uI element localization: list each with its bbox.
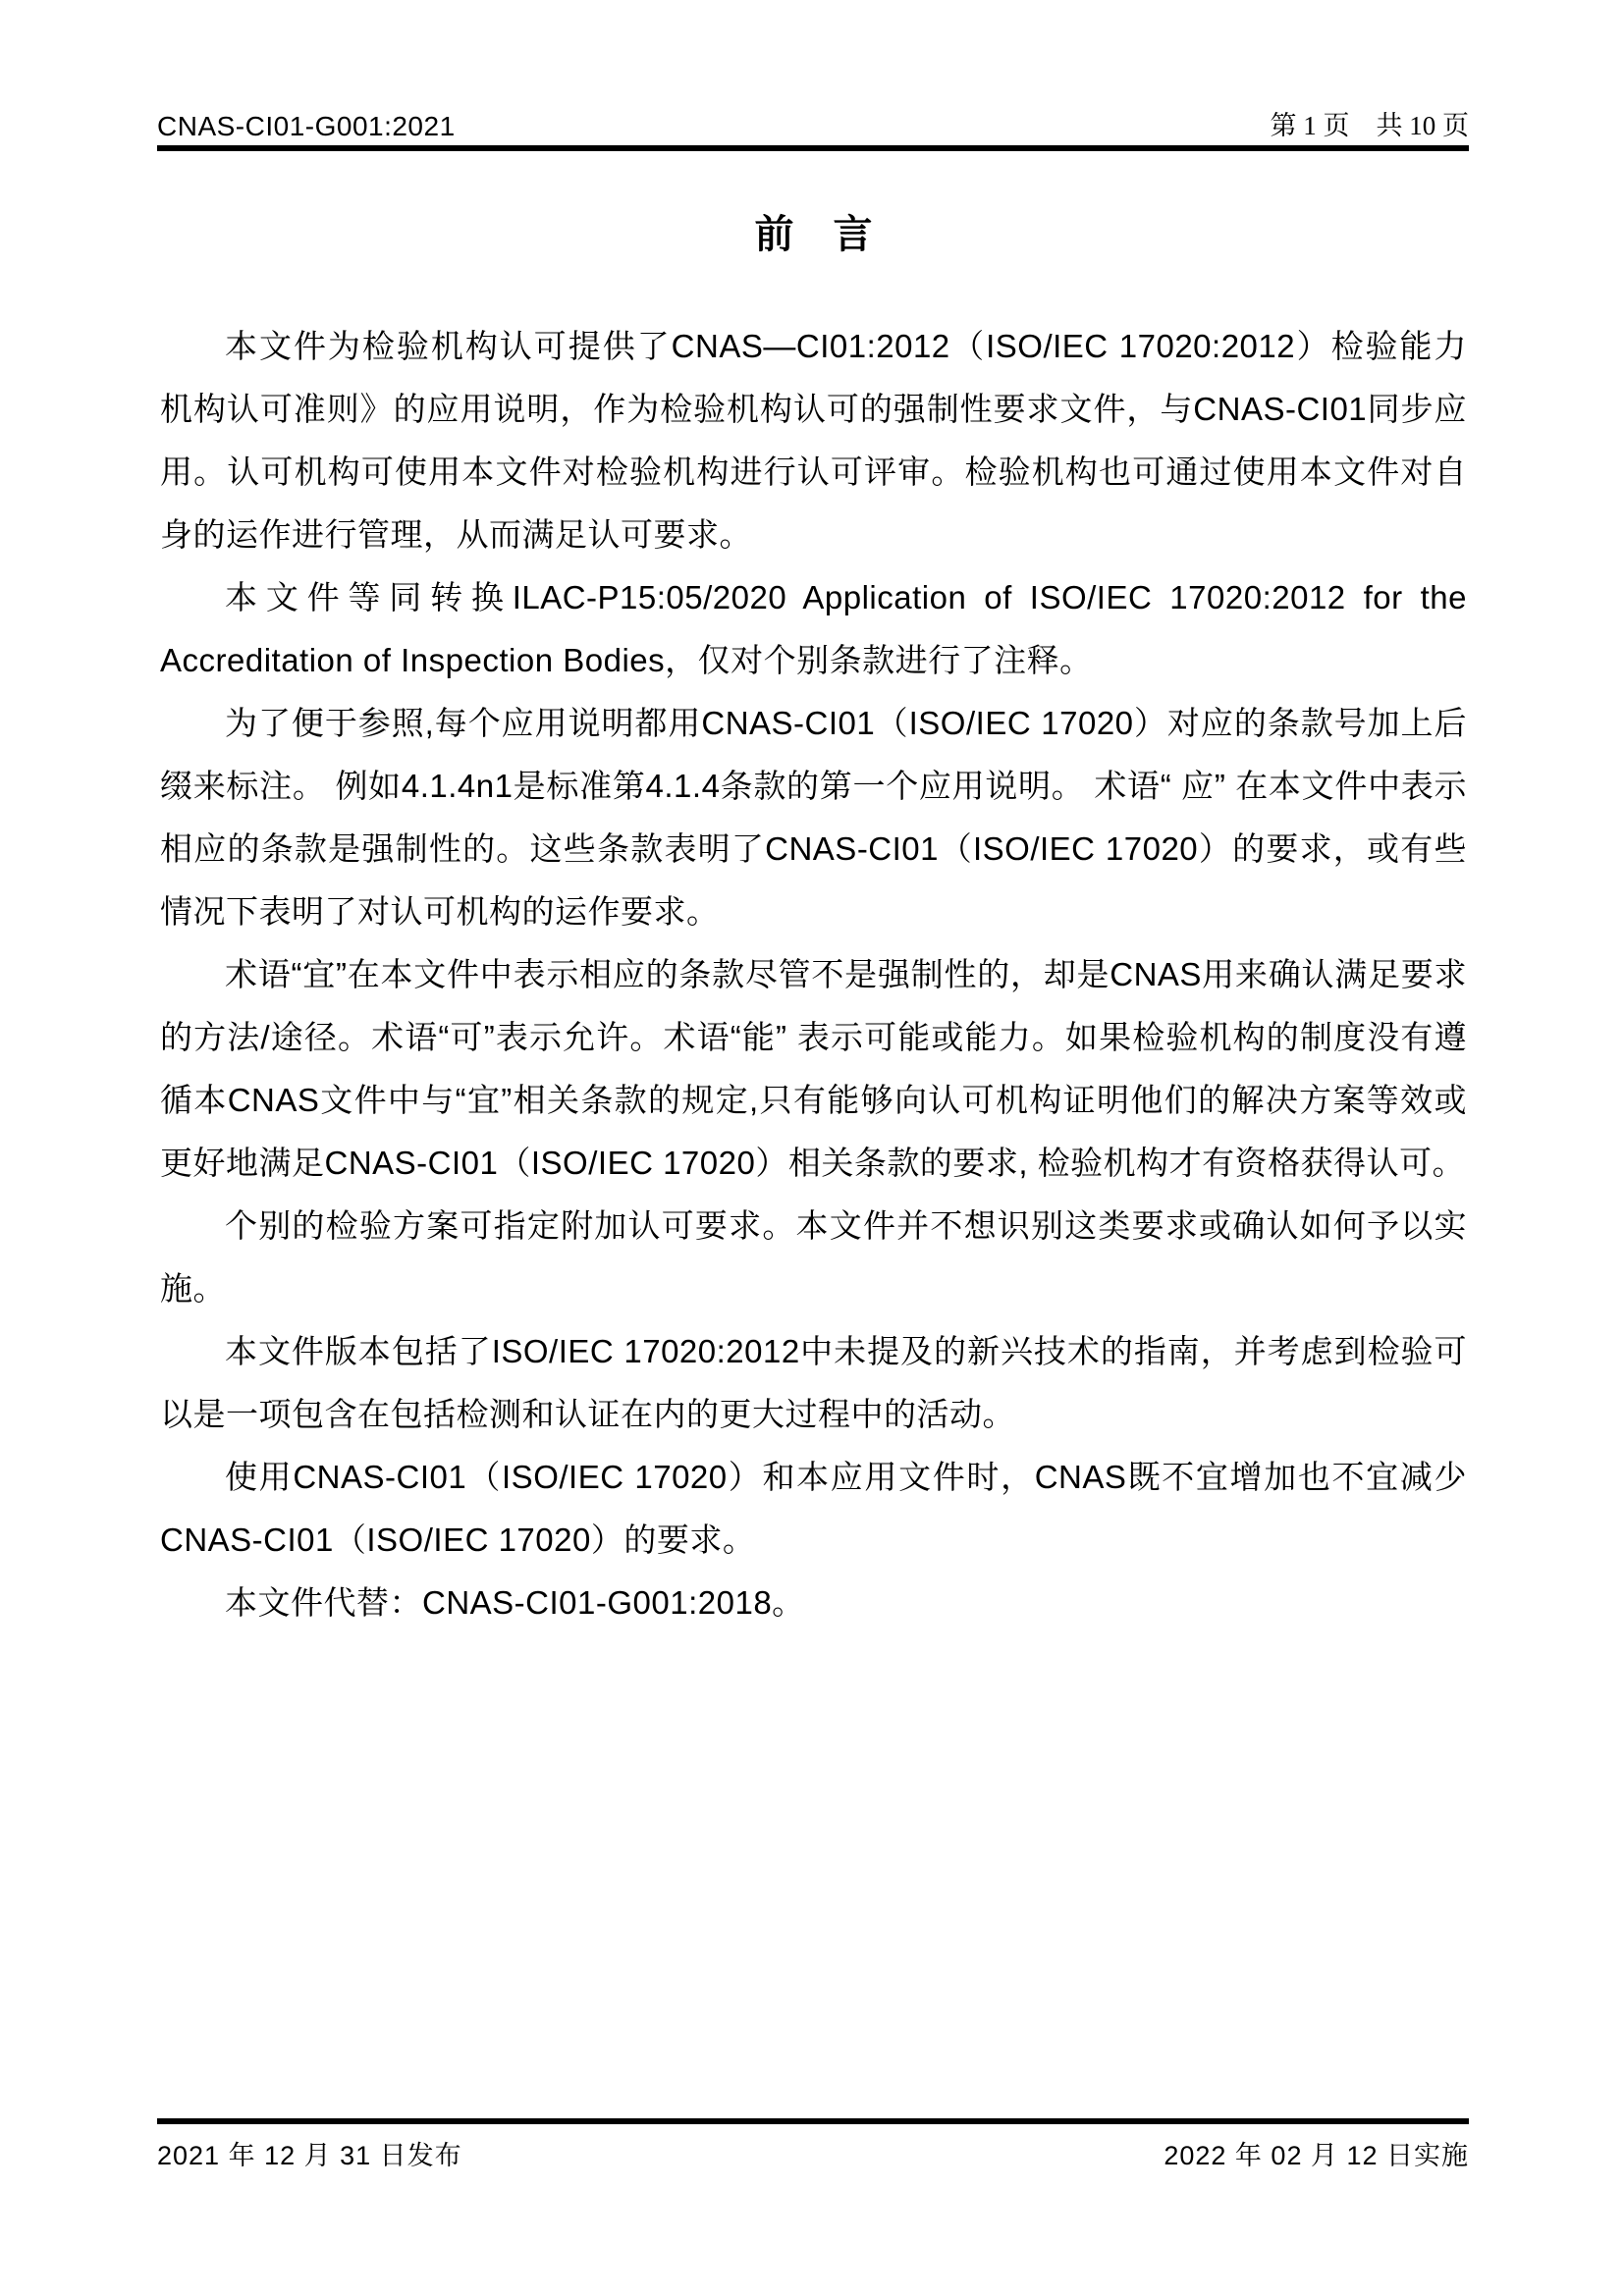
foreword-text: [160, 315, 1467, 1634]
paragraph: 本文件代替：CNAS-CI01-G001:2018。: [225, 1584, 805, 1621]
document-number: CNAS-CI01-G001:2021: [157, 111, 456, 141]
page-footer: [157, 2118, 1469, 2172]
paragraph: 术语“宜”在本文件中表示相应的条款尽管不是强制性的，却是CNAS用来确认满足要求的方法/途径。术语“可”表示允许。术语“能” 表示可能或能力。如果检验机构的制度没有遵循本CNAS文件中与“宜”相关条款的规定,只有能够向认可机构证明他们的解决方案等效或更好地满足CNAS-CI01（ISO/IEC 17020）相关条款的要求, 检验机构才有资格获得认可。: [160, 956, 1467, 1181]
page-title: 前 言: [754, 213, 873, 256]
implementation-date: 2022 年 02 月 12 日实施: [1164, 2141, 1469, 2170]
document-body: [160, 209, 1467, 1634]
paragraph: 本文件版本包括了ISO/IEC 17020:2012中未提及的新兴技术的指南，并考虑到检验可以是一项包含在包括检测和认证在内的更大过程中的活动。: [160, 1333, 1467, 1432]
paragraph: 使用CNAS-CI01（ISO/IEC 17020）和本应用文件时，CNAS既不宜增加也不宜减少CNAS-CI01（ISO/IEC 17020）的要求。: [160, 1459, 1467, 1558]
page-number-indicator: 第 1 页 共 10 页: [1270, 111, 1469, 140]
paragraph: 本文件等同转换ILAC-P15:05/2020 Application of ISO/IEC 17020:2012 for the Accreditation of Inspection Bodies，仅对个别条款进行了注释。: [160, 579, 1467, 678]
paragraph: 为了便于参照,每个应用说明都用CNAS-CI01（ISO/IEC 17020）对应的条款号加上后缀来标注。 例如4.1.4n1是标准第4.1.4条款的第一个应用说明。 术语“ 应” 在本文件中表示相应的条款是强制性的。这些条款表明了CNAS-CI01（ISO/IEC 17020）的要求，或有些情况下表明了对认可机构的运作要求。: [160, 705, 1467, 930]
paragraph: 本文件为检验机构认可提供了CNAS—CI01:2012（ISO/IEC 17020:2012）检验能力机构认可准则》的应用说明，作为检验机构认可的强制性要求文件，与CNAS-CI01同步应用。认可机构可使用本文件对检验机构进行认可评审。检验机构也可通过使用本文件对自身的运作进行管理，从而满足认可要求。: [160, 328, 1467, 553]
paragraph: 个别的检验方案可指定附加认可要求。本文件并不想识别这类要求或确认如何予以实施。: [160, 1207, 1467, 1307]
issue-date: 2021 年 12 月 31 日发布: [157, 2141, 462, 2170]
page-header: [157, 104, 1469, 151]
